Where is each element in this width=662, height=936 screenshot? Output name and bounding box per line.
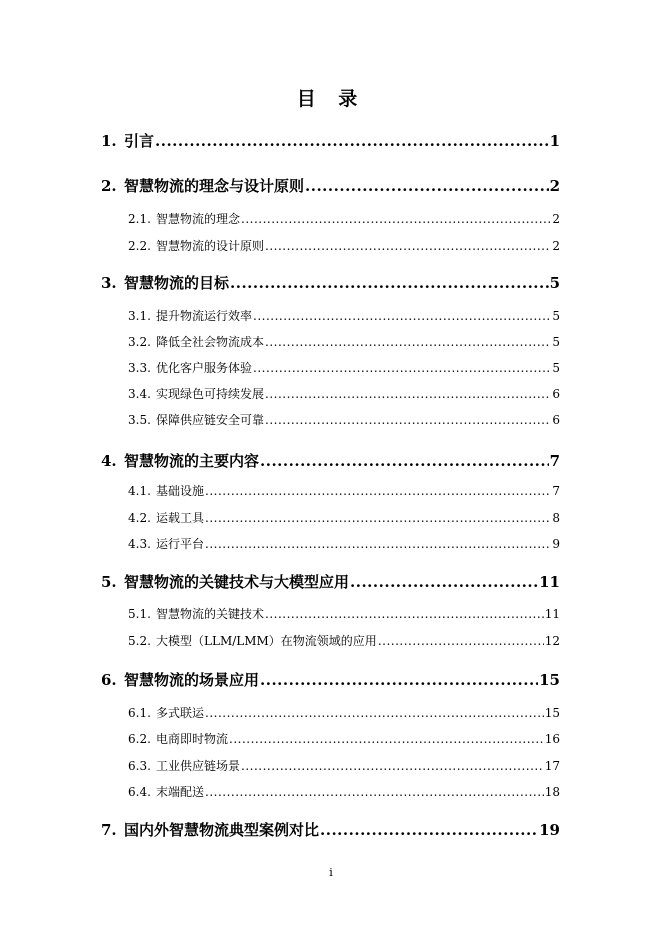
entry-title: 智慧物流的理念 (156, 212, 241, 226)
entry-title: 工业供应链场景 (156, 759, 241, 773)
entry-page: 2 (552, 212, 560, 226)
toc-entry-6-1[interactable] (128, 704, 560, 721)
entry-title: 保障供应链安全可靠 (156, 413, 265, 427)
dot-leader (265, 387, 551, 401)
toc-title: 目 录 (296, 88, 366, 110)
dot-leader (305, 177, 549, 195)
toc-entry-4-1[interactable] (128, 482, 560, 499)
entry-page: 15 (544, 706, 560, 720)
entry-page: 17 (544, 759, 560, 773)
entry-title: 智慧物流的主要内容 (124, 452, 260, 470)
toc-entry-7[interactable] (101, 819, 560, 840)
entry-title: 引言 (124, 132, 155, 150)
toc-entry-6[interactable] (101, 669, 560, 690)
dot-leader (260, 671, 538, 689)
dot-leader (378, 634, 544, 648)
entry-page: 6 (552, 387, 560, 401)
toc-entry-5-2[interactable] (128, 632, 560, 649)
entry-number: 7. (101, 821, 117, 839)
entry-number: 2. (101, 177, 117, 195)
entry-page: 2 (549, 177, 560, 195)
entry-page: 5 (552, 309, 560, 323)
entry-title: 智慧物流的目标 (124, 274, 230, 292)
dot-leader (205, 706, 544, 720)
toc-entry-3-4[interactable] (128, 385, 560, 402)
entry-page: 6 (552, 413, 560, 427)
dot-leader (265, 239, 551, 253)
entry-title: 智慧物流的关键技术与大模型应用 (124, 573, 350, 591)
page-number-footer: i (329, 866, 333, 879)
dot-leader (260, 452, 549, 470)
entry-number: 2.2. (128, 239, 151, 253)
toc-entry-2-2[interactable] (128, 237, 560, 254)
entry-title: 智慧物流的关键技术 (156, 607, 265, 621)
toc-entry-2-1[interactable] (128, 210, 560, 227)
toc-entry-3-5[interactable] (128, 411, 560, 428)
dot-leader (265, 413, 551, 427)
entry-page: 5 (552, 335, 560, 349)
toc-entry-3[interactable] (101, 272, 560, 293)
entry-number: 3.1. (128, 309, 151, 323)
dot-leader (350, 573, 538, 591)
entry-page: 2 (552, 239, 560, 253)
entry-title: 末端配送 (156, 785, 205, 799)
entry-title: 电商即时物流 (156, 732, 229, 746)
entry-page: 11 (539, 573, 560, 591)
entry-number: 3. (101, 274, 117, 292)
dot-leader (205, 785, 544, 799)
entry-title: 实现绿色可持续发展 (156, 387, 265, 401)
entry-number: 3.4. (128, 387, 151, 401)
entry-title: 智慧物流的设计原则 (156, 239, 265, 253)
dot-leader (253, 361, 551, 375)
entry-page: 19 (539, 821, 560, 839)
dot-leader (205, 484, 551, 498)
toc-entry-3-3[interactable] (128, 359, 560, 376)
toc-entry-6-2[interactable] (128, 730, 560, 747)
entry-page: 1 (549, 132, 560, 150)
entry-page: 7 (549, 452, 560, 470)
dot-leader (265, 607, 544, 621)
entry-title: 提升物流运行效率 (156, 309, 253, 323)
entry-title: 运载工具 (156, 511, 205, 525)
toc-entry-4[interactable] (101, 450, 560, 471)
entry-page: 5 (552, 361, 560, 375)
entry-title: 优化客户服务体验 (156, 361, 253, 375)
toc-entry-3-1[interactable] (128, 307, 560, 324)
toc-entry-5[interactable] (101, 571, 560, 592)
entry-number: 5.1. (128, 607, 151, 621)
entry-number: 2.1. (128, 212, 151, 226)
toc-entry-5-1[interactable] (128, 605, 560, 622)
entry-title: 降低全社会物流成本 (156, 335, 265, 349)
entry-number: 3.3. (128, 361, 151, 375)
toc-entry-6-4[interactable] (128, 783, 560, 800)
entry-title: 国内外智慧物流典型案例对比 (124, 821, 320, 839)
entry-title: 运行平台 (156, 537, 205, 551)
entry-page: 5 (549, 274, 560, 292)
entry-page: 15 (539, 671, 560, 689)
dot-leader (241, 759, 544, 773)
toc-entry-4-2[interactable] (128, 509, 560, 526)
entry-number: 4.2. (128, 511, 151, 525)
entry-page: 7 (552, 484, 560, 498)
dot-leader (229, 732, 544, 746)
entry-number: 6.1. (128, 706, 151, 720)
dot-leader (230, 274, 549, 292)
toc-entry-4-3[interactable] (128, 535, 560, 552)
toc-entry-3-2[interactable] (128, 333, 560, 350)
entry-title: 智慧物流的场景应用 (124, 671, 260, 689)
entry-number: 6.4. (128, 785, 151, 799)
entry-number: 6.2. (128, 732, 151, 746)
dot-leader (205, 537, 551, 551)
dot-leader (265, 335, 551, 349)
entry-number: 3.5. (128, 413, 151, 427)
entry-number: 3.2. (128, 335, 151, 349)
entry-title: 智慧物流的理念与设计原则 (124, 177, 305, 195)
entry-number: 5.2. (128, 634, 151, 648)
dot-leader (155, 132, 549, 150)
entry-page: 8 (552, 511, 560, 525)
toc-entry-1[interactable] (101, 130, 560, 151)
entry-page: 11 (544, 607, 560, 621)
dot-leader (205, 511, 551, 525)
entry-page: 16 (544, 732, 560, 746)
entry-number: 5. (101, 573, 117, 591)
dot-leader (241, 212, 551, 226)
entry-number: 6.3. (128, 759, 151, 773)
dot-leader (253, 309, 551, 323)
entry-number: 4.1. (128, 484, 151, 498)
entry-number: 6. (101, 671, 117, 689)
entry-number: 1. (101, 132, 117, 150)
entry-title: 多式联运 (156, 706, 205, 720)
toc-entry-6-3[interactable] (128, 757, 560, 774)
entry-page: 12 (544, 634, 560, 648)
toc-entry-2[interactable] (101, 175, 560, 196)
entry-title: 基础设施 (156, 484, 205, 498)
entry-page: 18 (544, 785, 560, 799)
entry-number: 4. (101, 452, 117, 470)
entry-number: 4.3. (128, 537, 151, 551)
entry-title: 大模型（LLM/LMM）在物流领域的应用 (156, 634, 377, 648)
dot-leader (320, 821, 538, 839)
entry-page: 9 (552, 537, 560, 551)
